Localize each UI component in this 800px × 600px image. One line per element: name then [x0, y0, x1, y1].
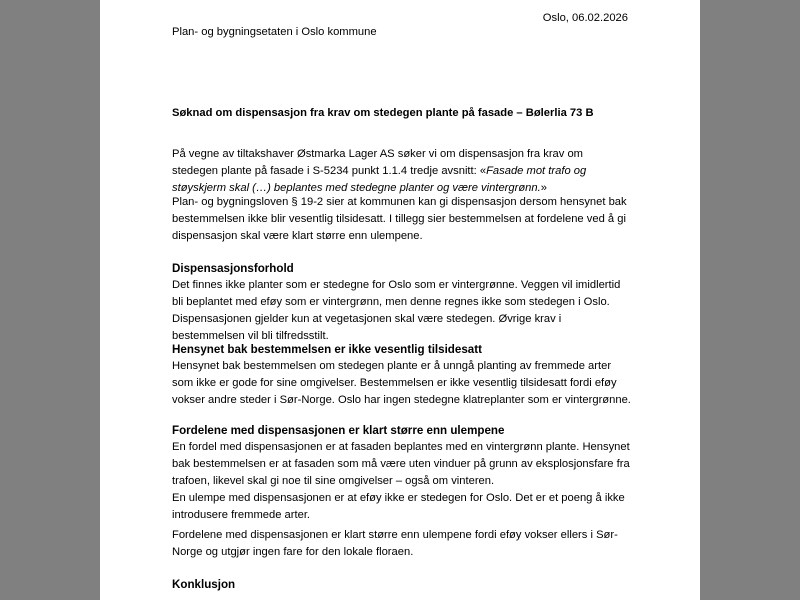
letter-subject: Søknad om dispensasjon fra krav om stedegen plante på fasade – Bølerlia 73 B	[172, 107, 594, 119]
section-heading-hensynet: Hensynet bak bestemmelsen er ikke vesentlig tilsidesatt	[172, 343, 482, 356]
letter-date: Oslo, 06.02.2026	[542, 12, 628, 24]
intro-lead-text: På vegne av tiltakshaver Østmarka Lager AS søker vi om dispensasjon fra krav om stedegen plante på fasade i S-5234 punkt 1.1.4 tredje avsnitt: «	[172, 148, 584, 177]
section-paragraph: Fordelene med dispensasjonen er klart større enn ulempene fordi eføy vokser ellers i Sør-Norge og utgjør ingen fare for den lokale floraen.	[172, 529, 618, 558]
section-heading-dispensasjonsforhold: Dispensasjonsforhold	[172, 262, 294, 275]
section-paragraph: En fordel med dispensasjonen er at fasaden beplantes med en vintergrønn plante. Hensynet bak bestemmelsen er at fasaden som må være uten vinduer på grunn av eksplosjonsfare fra trafoen, likevel skal gi noe til sine omgivelser – også om vinteren.	[172, 441, 630, 487]
section-paragraph: En ulempe med dispensasjonen er at eføy ikke er stedegen for Oslo. Det er et poeng å ikke introdusere fremmede arter.	[172, 492, 625, 521]
document-page	[100, 0, 700, 600]
intro-quote-text: Fasade mot trafo og støyskjerm skal (…) beplantes med stedegne planter og være vintergrønn.	[172, 165, 587, 194]
intro-paragraph	[172, 146, 632, 197]
letter-recipient: Plan- og bygningsetaten i Oslo kommune	[172, 26, 377, 38]
intro-tail-text: »	[540, 182, 547, 194]
section-paragraph: Hensynet bak bestemmelsen om stedegen plante er å unngå planting av fremmede arter som ikke er gode for sine omgivelser. Bestemmelsen er ikke vesentlig tilsidesatt fordi eføy vokser andre steder i Sør-Norge. Oslo har ingen stedegne klatreplanter som er vintergrønne.	[172, 360, 631, 406]
section-paragraph: Det finnes ikke planter som er stedegne for Oslo som er vintergrønne. Veggen vil imidlertid bli beplantet med eføy som er vintergrønn, men denne regnes ikke som stedegen i Oslo. Dispensasjonen gjelder kun at vegetasjonen skal være stedegen. Øvrige krav i bestemmelsen vil bli tilfredsstilt.	[172, 279, 621, 342]
section-heading-fordelene: Fordelene med dispensasjonen er klart større enn ulempene	[172, 424, 505, 437]
law-paragraph: Plan- og bygningsloven § 19-2 sier at kommunen kan gi dispensasjon dersom hensynet bak bestemmelsen ikke blir vesentlig tilsidesatt. I tillegg sier bestemmelsen at fordelene ved å gi dispensasjon skal være klart større enn ulempene.	[172, 196, 627, 242]
section-heading-konklusjon: Konklusjon	[172, 578, 236, 591]
